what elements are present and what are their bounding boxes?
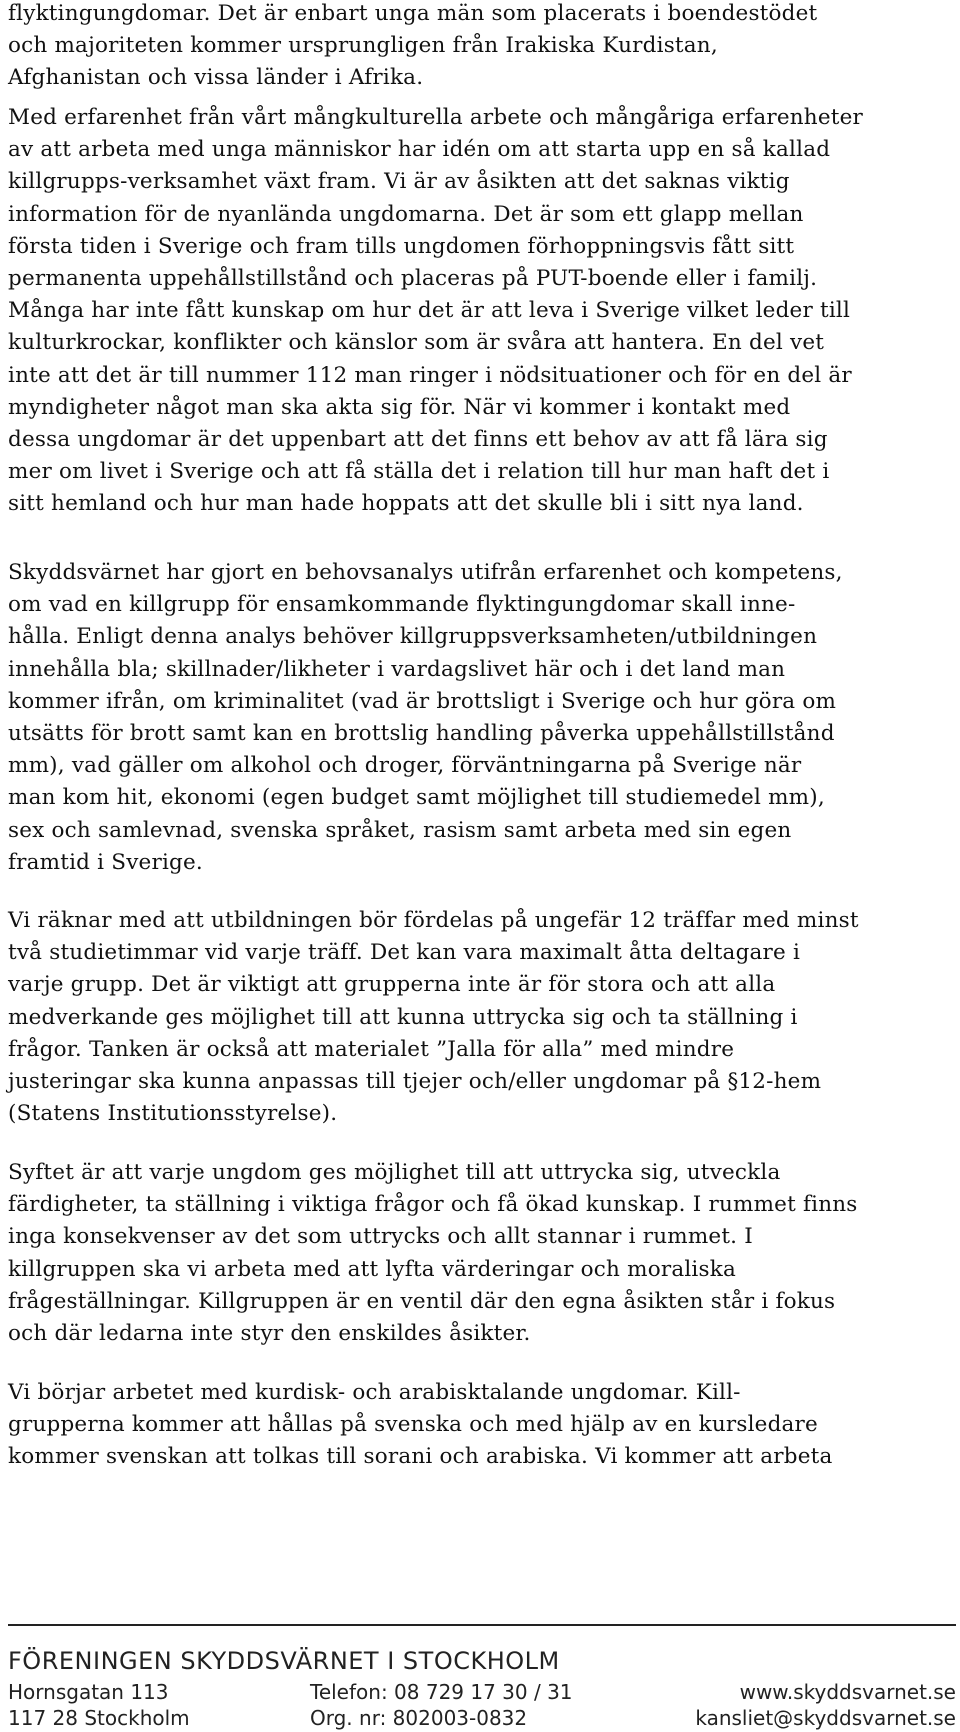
paragraph-1 — [8, 0, 817, 95]
text-line: om vad en killgrupp för ensamkommande flyktingungdomar skall inne- — [8, 592, 796, 618]
footer-org-number: Org. nr: 802003-0832 — [310, 1706, 528, 1730]
footer-organization-name: FÖRENINGEN SKYDDSVÄRNET I STOCKHOLM — [8, 1647, 560, 1675]
paragraph-3 — [8, 557, 843, 879]
text-line: kulturkrockar, konflikter och känslor som är svåra att hantera. En del vet — [8, 330, 825, 356]
text-line: hålla. Enligt denna analys behöver killgruppsverksamheten/utbildningen — [8, 624, 818, 650]
footer-row-2 — [8, 1706, 956, 1732]
text-line: framtid i Sverige. — [8, 849, 203, 875]
footer-row-1 — [8, 1680, 956, 1706]
text-line: frågeställningar. Killgruppen är en ventil där den egna åsikten står i fokus — [8, 1288, 836, 1314]
text-line: myndigheter något man ska akta sig för. När vi kommer i kontakt med — [8, 394, 791, 420]
text-line: mer om livet i Sverige och att få ställa det i relation till hur man haft det i — [8, 459, 830, 485]
text-line: kommer ifrån, om kriminalitet (vad är brottsligt i Sverige och hur göra om — [8, 688, 837, 714]
text-line: Vi börjar arbetet med kurdisk- och arabisktalande ungdomar. Kill- — [8, 1380, 741, 1405]
text-line: (Statens Institutionsstyrelse). — [8, 1101, 338, 1127]
footer-phone: Telefon: 08 729 17 30 / 31 — [310, 1680, 573, 1704]
text-line: man kom hit, ekonomi (egen budget samt möjlighet till studiemedel mm), — [8, 785, 825, 811]
footer-postal-address: 117 28 Stockholm — [8, 1706, 190, 1730]
text-line: justeringar ska kunna anpassas till tjejer och/eller ungdomar på §12-hem — [8, 1069, 822, 1095]
text-line: grupperna kommer att hållas på svenska och med hjälp av en kursledare — [8, 1412, 818, 1438]
text-line: Afghanistan och vissa länder i Afrika. — [8, 65, 424, 91]
text-line: flyktingungdomar. Det är enbart unga män som placerats i boendestödet — [8, 1, 818, 26]
text-line: Många har inte fått kunskap om hur det är att leva i Sverige vilket leder till — [8, 298, 851, 324]
text-line: av att arbeta med unga människor har idén om att starta upp en så kallad — [8, 137, 831, 163]
text-line: inte att det är till nummer 112 man ringer i nödsituationer och för en del är — [8, 362, 852, 388]
footer-website-link[interactable]: www.skyddsvarnet.se — [739, 1680, 956, 1704]
text-line: och där ledarna inte styr den enskildes åsikter. — [8, 1321, 531, 1347]
text-line: sitt hemland och hur man hade hoppats att det skulle bli i sitt nya land. — [8, 491, 804, 517]
text-line: Skyddsvärnet har gjort en behovsanalys utifrån erfarenhet och kompetens, — [8, 560, 843, 585]
text-line: medverkande ges möjlighet till att kunna uttrycka sig och ta ställning i — [8, 1004, 798, 1030]
text-line: inga konsekvenser av det som uttrycks och allt stannar i rummet. I — [8, 1224, 753, 1250]
text-line: frågor. Tanken är också att materialet ”Jalla för alla” med mindre — [8, 1036, 735, 1062]
text-line: och majoriteten kommer ursprungligen från Irakiska Kurdistan, — [8, 33, 718, 59]
paragraph-5 — [8, 1157, 858, 1350]
footer-street-address: Hornsgatan 113 — [8, 1680, 169, 1704]
text-line: första tiden i Sverige och fram tills ungdomen förhoppningsvis fått sitt — [8, 233, 795, 259]
text-line: innehålla bla; skillnader/likheter i vardagslivet här och i det land man — [8, 656, 786, 682]
paragraph-4 — [8, 905, 859, 1130]
text-line: utsätts för brott samt kan en brottslig handling påverka uppehållstillstånd — [8, 721, 835, 747]
text-line: Med erfarenhet från vårt mångkulturella arbete och mångåriga erfarenheter — [8, 105, 863, 130]
text-line: Syftet är att varje ungdom ges möjlighet till att uttrycka sig, utveckla — [8, 1160, 781, 1185]
text-line: killgruppen ska vi arbeta med att lyfta värderingar och moraliska — [8, 1256, 736, 1282]
text-line: mm), vad gäller om alkohol och droger, förväntningarna på Sverige när — [8, 753, 802, 779]
paragraph-2 — [8, 102, 863, 521]
text-line: sex och samlevnad, svenska språket, rasism samt arbeta med sin egen — [8, 817, 792, 843]
footer-email-link[interactable]: kansliet@skyddsvarnet.se — [695, 1706, 956, 1730]
text-line: kommer svenskan att tolkas till sorani och arabiska. Vi kommer att arbeta — [8, 1444, 833, 1470]
text-line: dessa ungdomar är det uppenbart att det finns ett behov av att få lära sig — [8, 427, 828, 453]
text-line: Vi räknar med att utbildningen bör fördelas på ungefär 12 träffar med minst — [8, 908, 859, 933]
text-line: färdigheter, ta ställning i viktiga frågor och få ökad kunskap. I rummet finns — [8, 1192, 858, 1218]
paragraph-6 — [8, 1377, 833, 1474]
text-line: permanenta uppehållstillstånd och placeras på PUT-boende eller i familj. — [8, 266, 818, 292]
text-line: två studietimmar vid varje träff. Det kan vara maximalt åtta deltagare i — [8, 940, 801, 966]
text-line: varje grupp. Det är viktigt att grupperna inte är för stora och att alla — [8, 972, 776, 998]
text-line: information för de nyanlända ungdomarna. Det är som ett glapp mellan — [8, 201, 804, 227]
text-line: killgrupps-verksamhet växt fram. Vi är av åsikten att det saknas viktig — [8, 169, 790, 195]
footer-divider — [8, 1624, 956, 1626]
